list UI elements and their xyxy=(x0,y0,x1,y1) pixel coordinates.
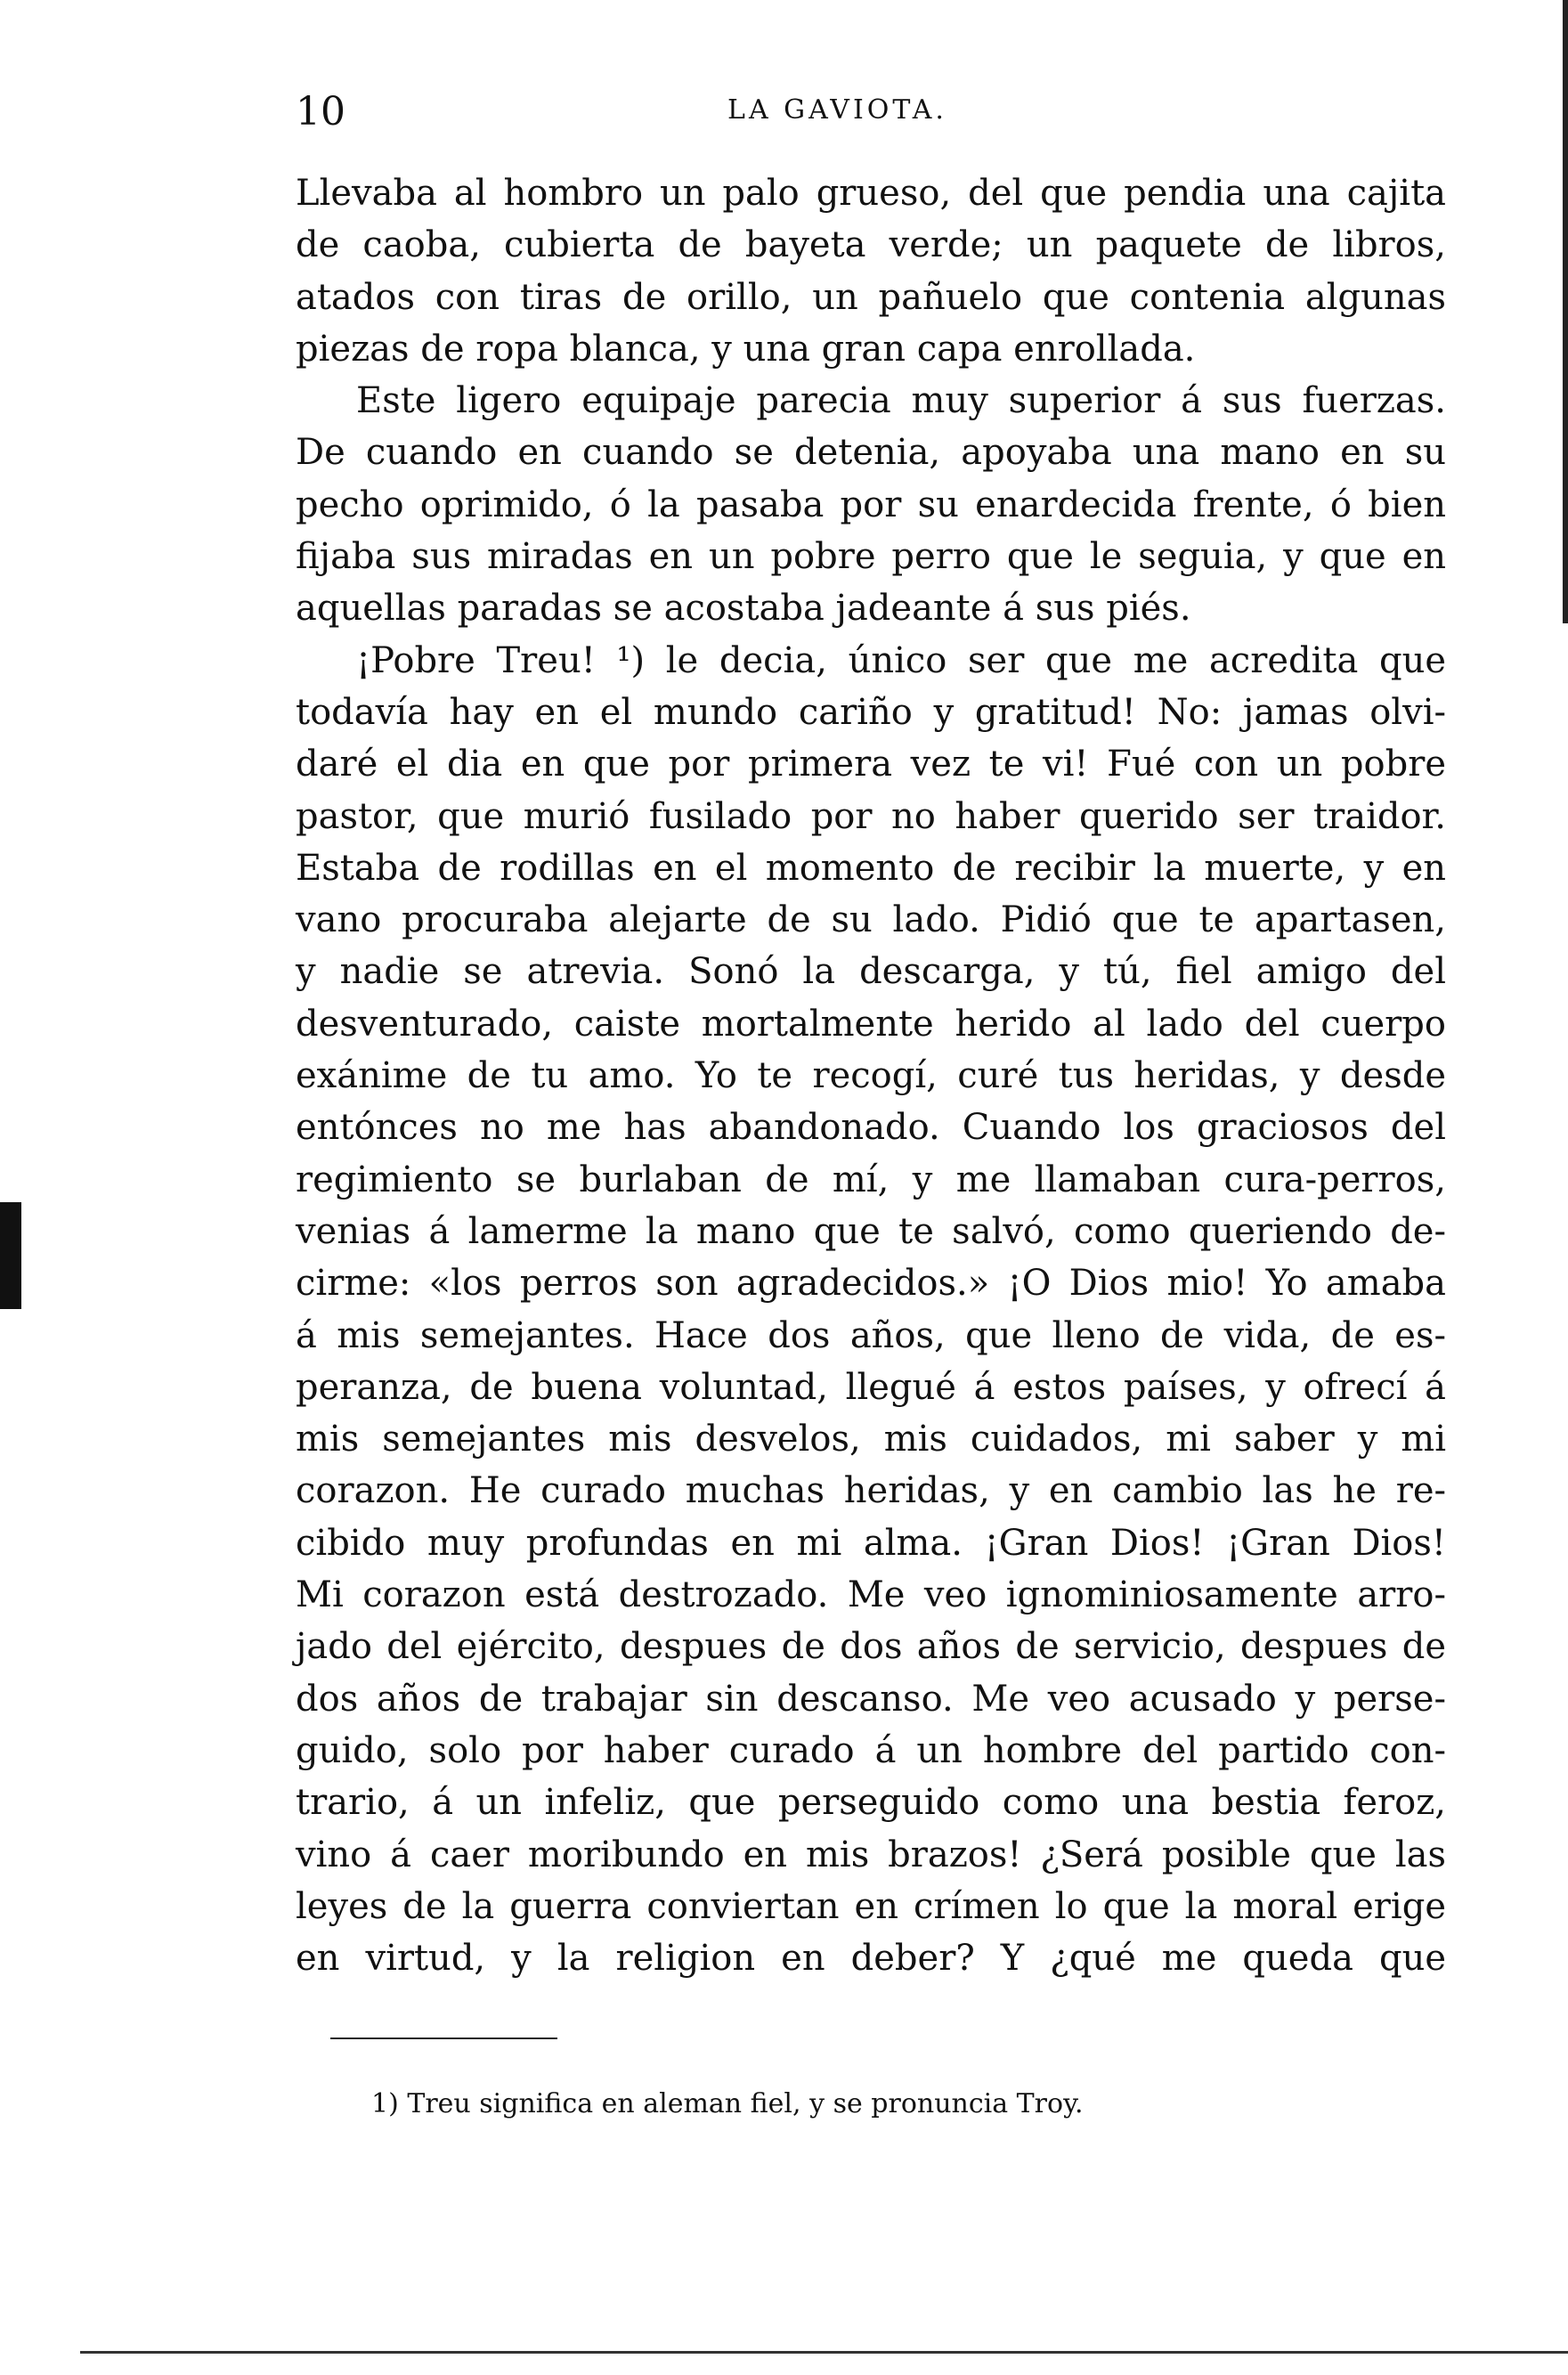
text-line-content: vino á caer moribundo en mis brazos! ¿Será posible que las xyxy=(296,1834,1446,1875)
text-line xyxy=(296,1881,1446,1932)
text-line-content: guido, solo por haber curado á un hombre del partido con- xyxy=(296,1729,1446,1771)
text-line xyxy=(296,1102,1446,1153)
text-line-content: aquellas paradas se acostaba jadeante á sus piés. xyxy=(296,588,1191,630)
text-line xyxy=(296,1517,1446,1569)
text-line xyxy=(296,1050,1446,1102)
body-text xyxy=(296,167,1446,1984)
text-line-content: atados con tiras de orillo, un pañuelo que contenia algunas xyxy=(296,276,1446,318)
text-line xyxy=(296,1725,1446,1777)
text-line-content: fijaba sus miradas en un pobre perro que le seguia, y que en xyxy=(296,536,1446,578)
text-line-content: piezas de ropa blanca, y una gran capa enrollada. xyxy=(296,328,1196,370)
text-line xyxy=(296,219,1446,271)
text-line-content: vano procuraba alejarte de su lado. Pidió que te apartasen, xyxy=(296,899,1446,941)
text-line-content: entónces no me has abandonado. Cuando los graciosos del xyxy=(296,1107,1446,1149)
footnote: 1) Treu significa en aleman fiel, y se pronuncia Troy. xyxy=(371,2088,1084,2119)
text-line xyxy=(296,1465,1446,1517)
text-line-content: mis semejantes mis desvelos, mis cuidados, mi saber y mi xyxy=(296,1419,1446,1460)
text-line-content: en virtud, y la religion en deber? Y ¿qué me queda que xyxy=(296,1938,1446,1980)
text-line xyxy=(296,1621,1446,1672)
scan-edge-left xyxy=(0,1202,21,1309)
text-line-content: corazon. He curado muchas heridas, y en cambio las he re- xyxy=(296,1470,1446,1512)
text-line-content: regimiento se burlaban de mí, y me llamaban cura-perros, xyxy=(296,1159,1446,1200)
text-line-content: peranza, de buena voluntad, llegué á estos países, y ofrecí á xyxy=(296,1366,1446,1408)
text-line-content: ¡Pobre Treu! ¹) le decia, único ser que me acredita que xyxy=(356,639,1446,681)
text-line-content: Llevaba al hombro un palo grueso, del que pendia una cajita xyxy=(296,173,1446,214)
text-line-content: cibido muy profundas en mi alma. ¡Gran Dios! ¡Gran Dios! xyxy=(296,1522,1446,1564)
scan-edge-right xyxy=(1563,0,1568,623)
text-line xyxy=(296,998,1446,1050)
text-line xyxy=(296,272,1446,323)
text-line xyxy=(296,1777,1446,1828)
text-line xyxy=(296,531,1446,582)
text-line xyxy=(296,1413,1446,1465)
text-line-content: jado del ejército, despues de dos años de servicio, despues de xyxy=(296,1626,1446,1668)
text-line-content: todavía hay en el mundo cariño y gratitud! No: jamas olvi- xyxy=(296,691,1446,733)
text-line xyxy=(296,842,1446,894)
text-line-content: Mi corazon está destrozado. Me veo ignominiosamente arro- xyxy=(296,1574,1446,1616)
text-line-content: pecho oprimido, ó la pasaba por su enardecida frente, ó bien xyxy=(296,484,1446,525)
text-line-content: de caoba, cubierta de bayeta verde; un paquete de libros, xyxy=(296,224,1446,266)
text-line xyxy=(296,479,1446,531)
text-line xyxy=(296,1154,1446,1206)
text-line xyxy=(296,375,1446,427)
text-line xyxy=(296,1932,1446,1984)
running-title: LA GAVIOTA. xyxy=(727,94,947,126)
text-line xyxy=(296,635,1446,687)
text-line-content: leyes de la guerra conviertan en crímen lo que la moral erige xyxy=(296,1885,1446,1927)
text-line xyxy=(296,1257,1446,1309)
text-line-content: pastor, que murió fusilado por no haber querido ser traidor. xyxy=(296,795,1446,837)
text-line xyxy=(296,1206,1446,1257)
text-line xyxy=(296,791,1446,842)
text-line xyxy=(296,1310,1446,1362)
text-line-content: Estaba de rodillas en el momento de recibir la muerte, y en xyxy=(296,847,1446,889)
text-line-content: exánime de tu amo. Yo te recogí, curé tus heridas, y desde xyxy=(296,1055,1446,1097)
scan-edge-bottom xyxy=(80,2351,1568,2354)
text-line xyxy=(296,946,1446,997)
text-line-content: De cuando en cuando se detenia, apoyaba una mano en su xyxy=(296,432,1446,474)
text-line-content: daré el dia en que por primera vez te vi! Fué con un pobre xyxy=(296,744,1446,785)
text-line xyxy=(296,582,1446,634)
text-line-content: á mis semejantes. Hace dos años, que lleno de vida, de es- xyxy=(296,1314,1446,1356)
text-line-content: desventurado, caiste mortalmente herido al lado del cuerpo xyxy=(296,1003,1446,1045)
text-line xyxy=(296,167,1446,219)
text-line xyxy=(296,1673,1446,1725)
text-line xyxy=(296,687,1446,738)
text-line-content: Este ligero equipaje parecia muy superior á sus fuerzas. xyxy=(356,380,1446,422)
page-number: 10 xyxy=(296,89,345,134)
text-line-content: dos años de trabajar sin descanso. Me veo acusado y perse- xyxy=(296,1678,1446,1720)
text-line xyxy=(296,894,1446,946)
text-line-content: trario, á un infeliz, que perseguido como una bestia feroz, xyxy=(296,1782,1446,1824)
text-line-content: y nadie se atrevia. Sonó la descarga, y tú, fiel amigo del xyxy=(296,951,1446,993)
text-line xyxy=(296,427,1446,478)
text-line xyxy=(296,1362,1446,1413)
text-line xyxy=(296,1569,1446,1621)
footnote-rule xyxy=(330,2037,557,2039)
text-line xyxy=(296,1829,1446,1881)
text-line-content: venias á lamerme la mano que te salvó, como queriendo de- xyxy=(296,1210,1446,1252)
text-line xyxy=(296,738,1446,790)
text-line xyxy=(296,323,1446,375)
text-line-content: cirme: «los perros son agradecidos.» ¡O Dios mio! Yo amaba xyxy=(296,1263,1446,1305)
